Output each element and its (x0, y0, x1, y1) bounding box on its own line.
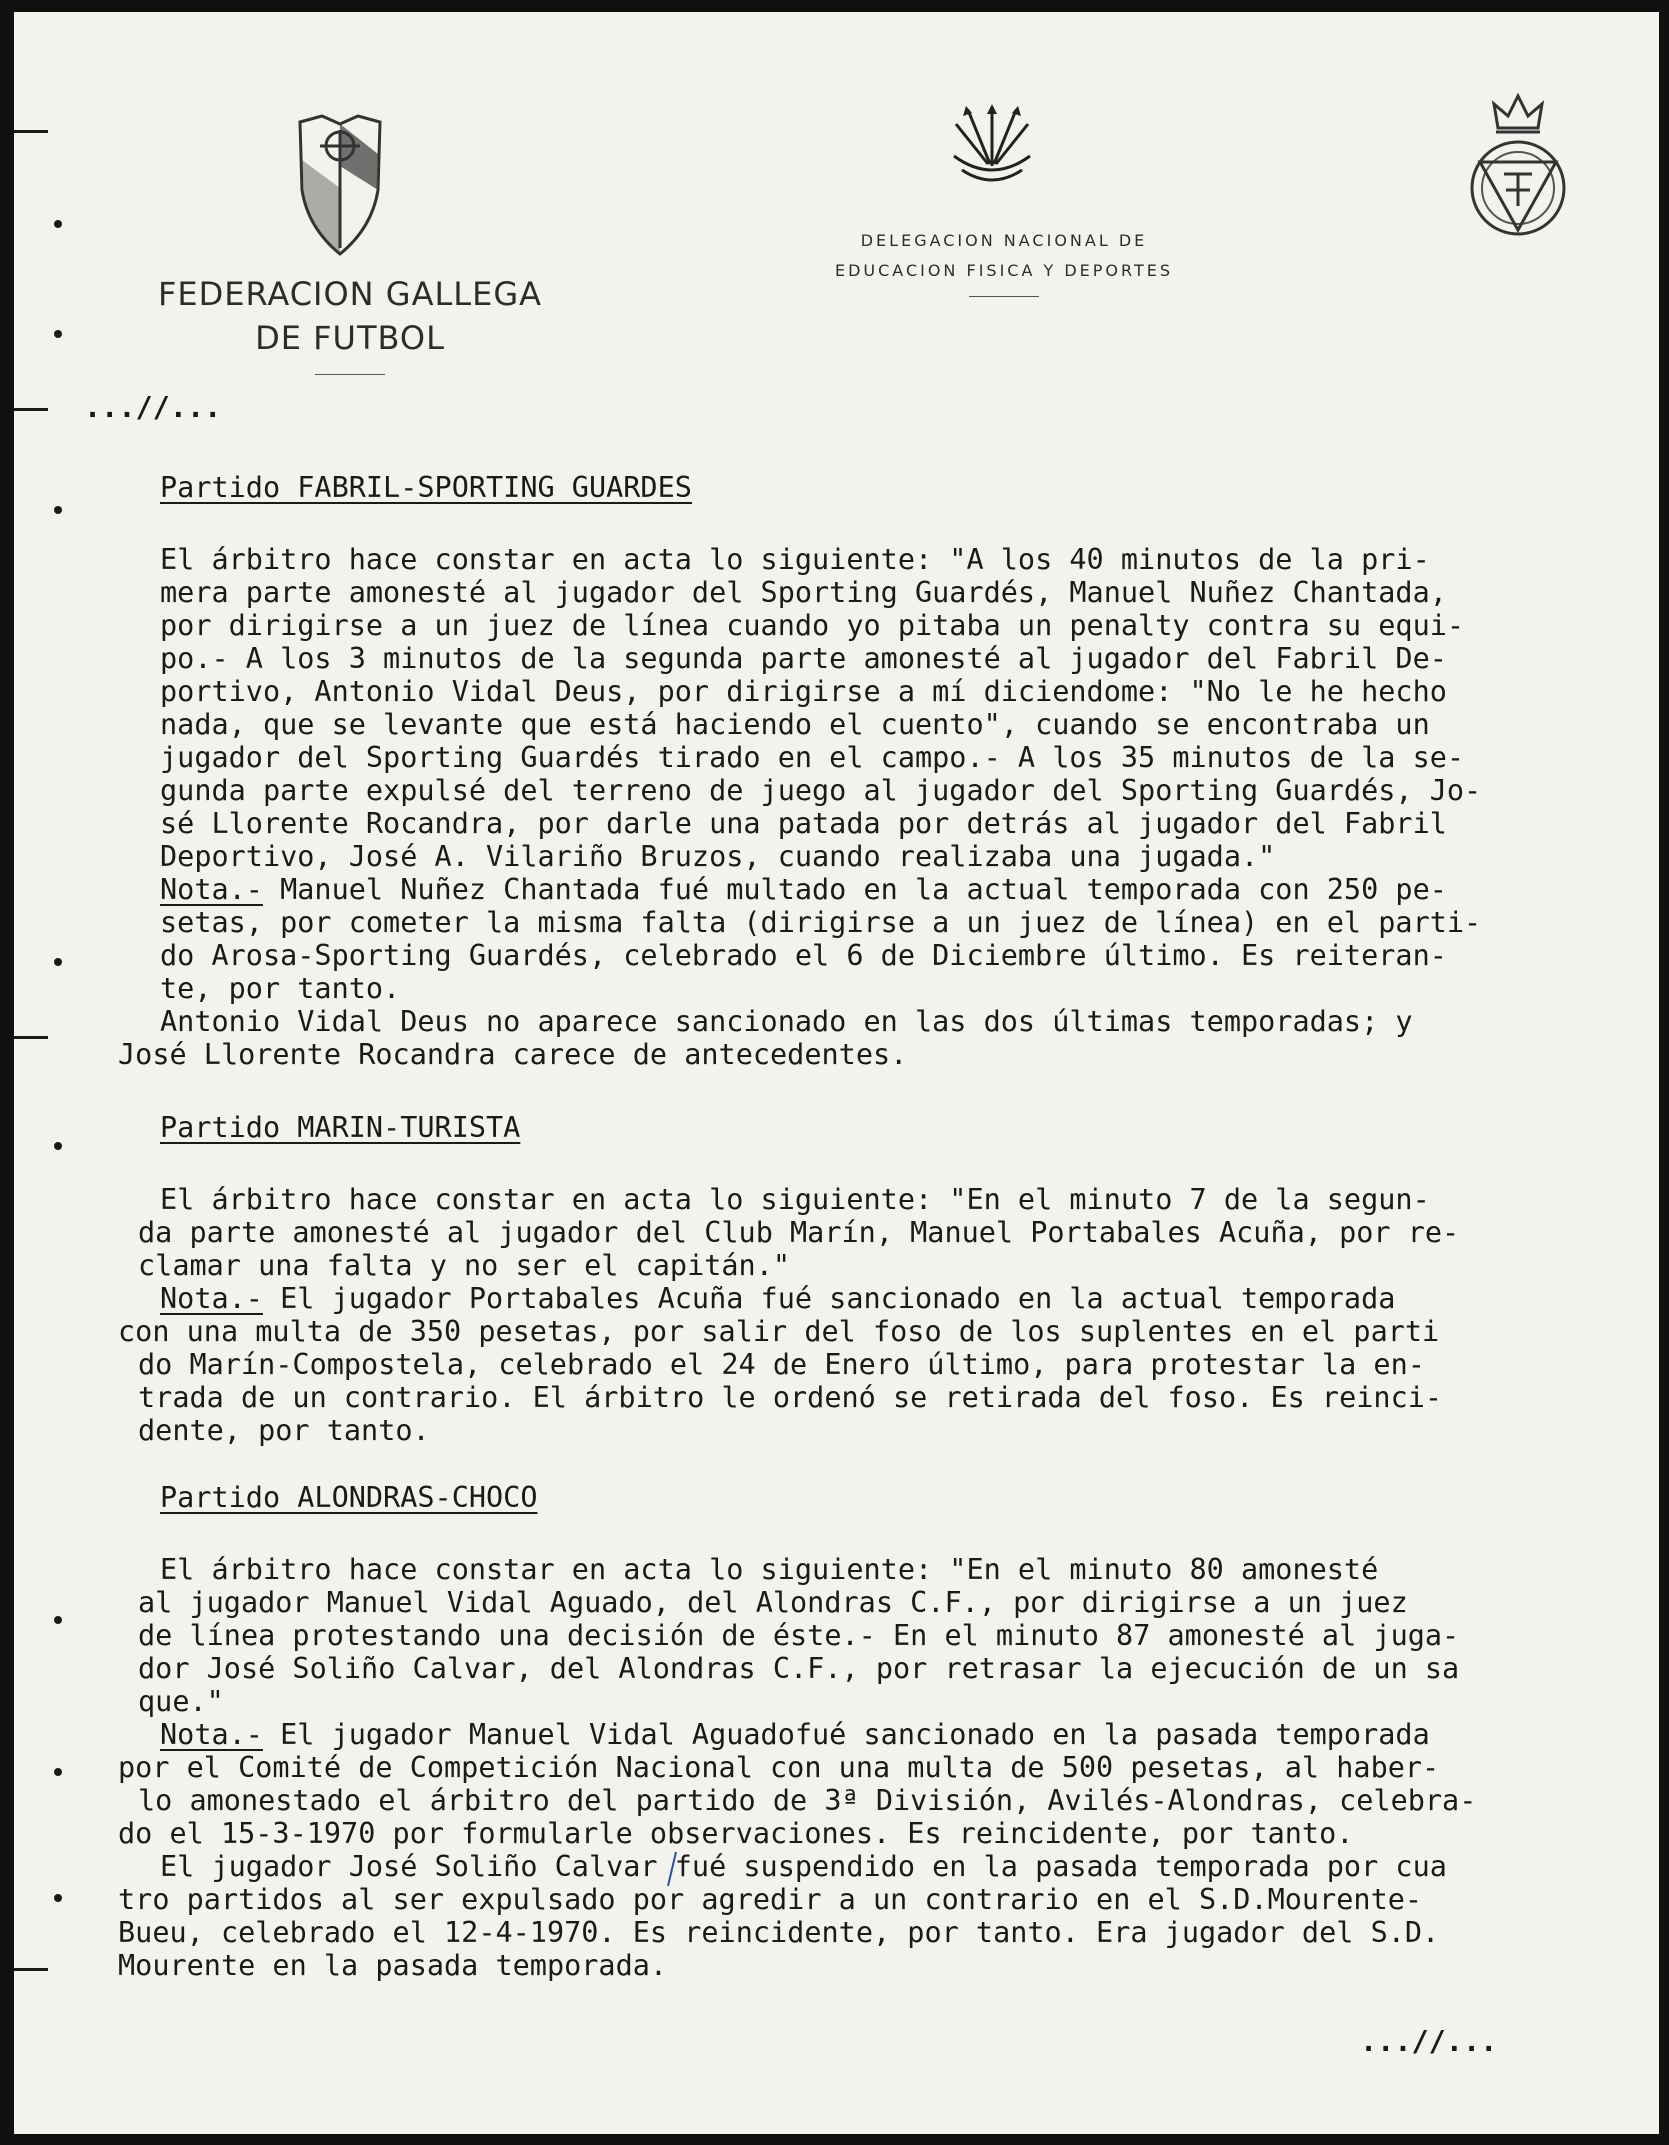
binder-hole (54, 1894, 62, 1902)
text-line: con una multa de 350 pesetas, por salir del foso de los suplentes en el parti (118, 1315, 1440, 1348)
nota-line (160, 1719, 1430, 1751)
binder-hole (54, 1142, 62, 1150)
delegation-name-line2: EDUCACION FISICA Y DEPORTES (834, 261, 1174, 280)
text-line: do Arosa-Sporting Guardés, celebrado el 6 de Diciembre último. Es reiteran- (160, 939, 1447, 972)
binder-mark (14, 130, 48, 133)
text-line: dor José Soliño Calvar, del Alondras C.F., por retrasar la ejecución de un sa (138, 1652, 1460, 1685)
text-line: por el Comité de Competición Nacional con una multa de 500 pesetas, al haber- (118, 1751, 1440, 1784)
pen-mark (662, 1850, 682, 1890)
delegation-name-line1: DELEGACION NACIONAL DE (860, 231, 1148, 250)
nota-label: Nota.- (160, 1282, 263, 1315)
text-line: do Marín-Compostela, celebrado el 24 de Enero último, para protestar la en- (138, 1348, 1425, 1381)
text-line: tro partidos al ser expulsado por agredir a un contrario en el S.D.Mourente- (118, 1883, 1423, 1916)
nota-line (160, 874, 1447, 906)
federation-name-line2: DE FUTBOL (255, 319, 445, 357)
binder-mark (14, 408, 48, 411)
document-page (14, 12, 1659, 2134)
binder-mark (14, 1036, 48, 1039)
text-line: te, por tanto. (160, 972, 401, 1005)
text-line: al jugador Manuel Vidal Aguado, del Alondras C.F., por dirigirse a un juez (138, 1586, 1408, 1619)
text-line: Bueu, celebrado el 12-4-1970. Es reincidente, por tanto. Era jugador del S.D. (118, 1916, 1440, 1949)
nota-label: Nota.- (160, 1718, 263, 1751)
text-line: El jugador José Soliño Calvar fué suspendido en la pasada temporada por cua (160, 1850, 1447, 1883)
text-line: jugador del Sporting Guardés tirado en el campo.- A los 35 minutos de la se- (160, 741, 1465, 774)
nota-line (160, 1283, 1395, 1315)
text-line: sé Llorente Rocandra, por darle una patada por detrás al jugador del Fabril (160, 807, 1447, 840)
text-line: dente, por tanto. (138, 1414, 430, 1447)
text-line: El árbitro hace constar en acta lo siguiente: "A los 40 minutos de la pri- (160, 543, 1430, 576)
section-title: Partido FABRIL-SPORTING GUARDES (160, 471, 692, 504)
text-line: Antonio Vidal Deus no aparece sancionado en las dos últimas temporadas; y (160, 1005, 1413, 1038)
text-line: José Llorente Rocandra carece de antecedentes. (118, 1038, 908, 1071)
nota-text: El jugador Manuel Vidal Aguadofué sancionado en la pasada temporada (262, 1718, 1430, 1751)
text-line: que." (138, 1685, 224, 1718)
section-title: Partido ALONDRAS-CHOCO (160, 1481, 538, 1514)
text-line: Deportivo, José A. Vilariño Bruzos, cuando realizaba una jugada." (160, 840, 1276, 873)
text-line: El árbitro hace constar en acta lo siguiente: "En el minuto 7 de la segun- (160, 1183, 1430, 1216)
text-line: po.- A los 3 minutos de la segunda parte amonesté al jugador del Fabril De- (160, 642, 1447, 675)
document-body (14, 12, 1659, 2134)
text-line: mera parte amonesté al jugador del Sporting Guardés, Manuel Nuñez Chantada, (160, 576, 1447, 609)
binder-mark (14, 1968, 48, 1971)
binder-hole (54, 220, 62, 228)
text-line: de línea protestando una decisión de éste.- En el minuto 87 amonesté al juga- (138, 1619, 1460, 1652)
text-line: clamar una falta y no ser el capitán." (138, 1249, 791, 1282)
text-line: portivo, Antonio Vidal Deus, por dirigirse a mí diciendome: "No le he hecho (160, 675, 1447, 708)
binder-hole (54, 958, 62, 966)
text-line: lo amonestado el árbitro del partido de 3ª División, Avilés-Alondras, celebra- (138, 1784, 1477, 1817)
text-line: gunda parte expulsé del terreno de juego al jugador del Sporting Guardés, Jo- (160, 774, 1482, 807)
page-continuation-marker-bottom: ...//... (1360, 2025, 1498, 2058)
binder-hole (54, 506, 62, 514)
text-line: Mourente en la pasada temporada. (118, 1949, 668, 1982)
section-title: Partido MARIN-TURISTA (160, 1111, 521, 1144)
text-line: do el 15-3-1970 por formularle observaciones. Es reincidente, por tanto. (118, 1817, 1354, 1850)
nota-text: El jugador Portabales Acuña fué sancionado en la actual temporada (262, 1282, 1396, 1315)
page-continuation-marker-top: ...//... (84, 391, 222, 424)
text-line: da parte amonesté al jugador del Club Marín, Manuel Portabales Acuña, por re- (138, 1216, 1460, 1249)
text-line: por dirigirse a un juez de línea cuando yo pitaba un penalty contra su equi- (160, 609, 1465, 642)
nota-label: Nota.- (160, 873, 263, 906)
text-line: nada, que se levante que está haciendo el cuento", cuando se encontraba un (160, 708, 1430, 741)
text-line: El árbitro hace constar en acta lo siguiente: "En el minuto 80 amonesté (160, 1553, 1379, 1586)
binder-hole (54, 1768, 62, 1776)
federation-name-line1: FEDERACION GALLEGA (157, 275, 543, 313)
binder-hole (54, 1616, 62, 1624)
text-line: setas, por cometer la misma falta (dirigirse a un juez de línea) en el parti- (160, 906, 1482, 939)
text-line: trada de un contrario. El árbitro le ordenó se retirada del foso. Es reinci- (138, 1381, 1443, 1414)
binder-hole (54, 330, 62, 338)
nota-text: Manuel Nuñez Chantada fué multado en la actual temporada con 250 pe- (262, 873, 1447, 906)
